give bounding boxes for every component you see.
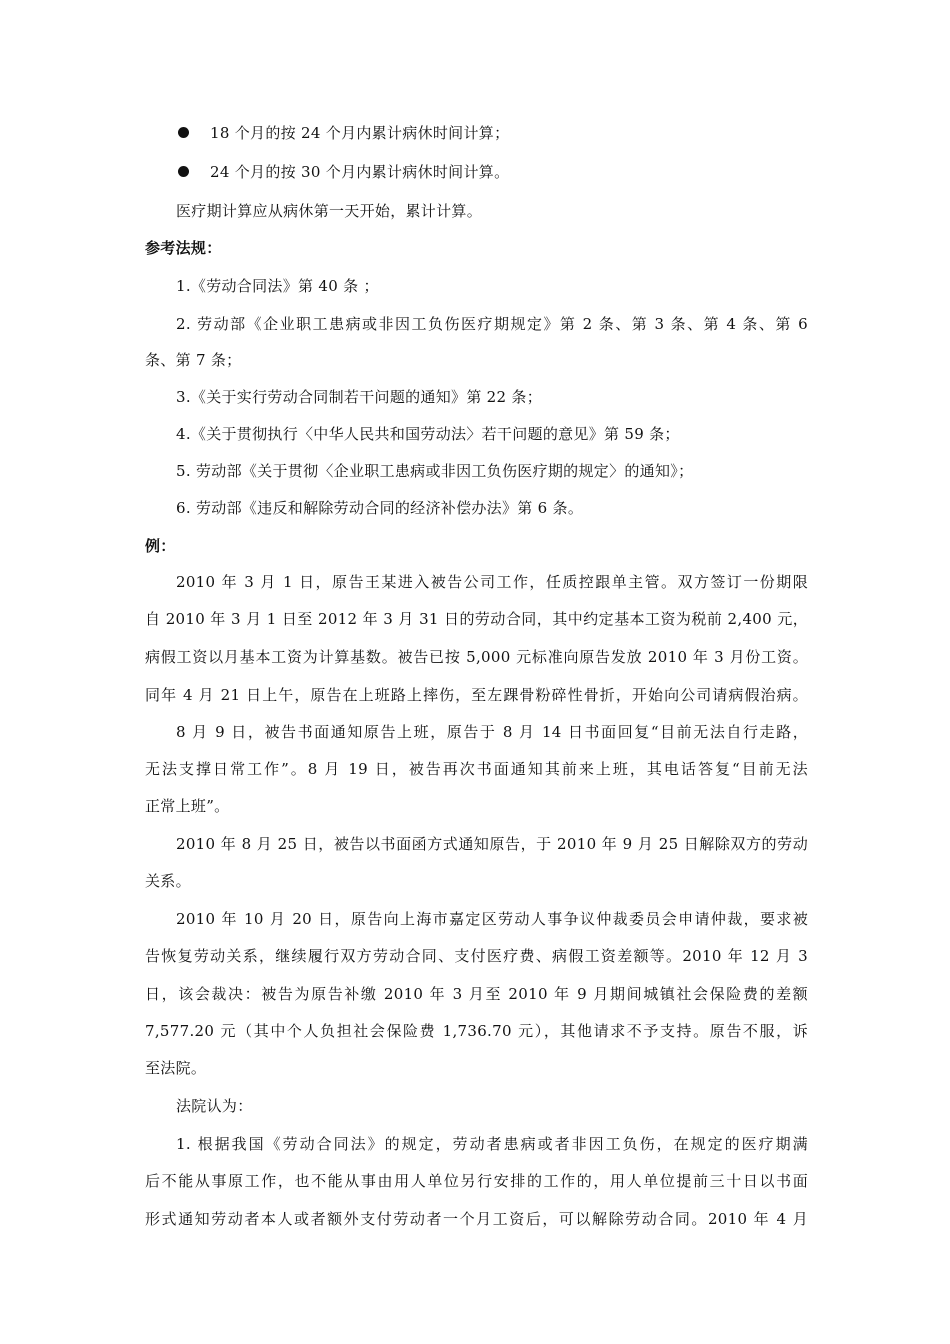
case-paragraph-1-line-1: 2010 年 3 月 1 日，原告王某进入被告公司工作，任质控跟单主管。双方签订一份期限 bbox=[176, 573, 808, 591]
case-paragraph-1-line-2: 自 2010 年 3 月 1 日至 2012 年 3 月 31 日的劳动合同，其中约定基本工资为税前 2,400 元， bbox=[145, 610, 808, 628]
note-text: 医疗期计算应从病休第一天开始，累计计算。 bbox=[176, 202, 483, 220]
references-heading: 参考法规： bbox=[145, 239, 222, 257]
reference-2-line-2: 条、第 7 条； bbox=[145, 351, 242, 369]
case-paragraph-3-line-2: 关系。 bbox=[145, 872, 191, 890]
reference-2-line-1: 2. 劳动部《企业职工患病或非因工负伤医疗期规定》第 2 条、第 3 条、第 4 条、第 6 bbox=[176, 315, 808, 333]
case-paragraph-4-line-2: 告恢复劳动关系，继续履行双方劳动合同、支付医疗费、病假工资差额等。2010 年 12 月 3 bbox=[145, 947, 808, 965]
reference-1: 1.《劳动合同法》第 40 条 ； bbox=[176, 277, 379, 295]
bullet-item-1: 18 个月的按 24 个月内累计病休时间计算； bbox=[210, 124, 510, 142]
case-paragraph-1-line-3: 病假工资以月基本工资为计算基数。被告已按 5,000 元标准向原告发放 2010 年 3 月份工资。 bbox=[145, 648, 808, 666]
case-paragraph-1-line-4: 同年 4 月 21 日上午，原告在上班路上摔伤，至左踝骨粉碎性骨折，开始向公司请病假治病。 bbox=[145, 686, 808, 704]
court-opinion-heading: 法院认为： bbox=[176, 1097, 253, 1115]
case-paragraph-2-line-2: 无法支撑日常工作”。8 月 19 日，被告再次书面通知其前来上班，其电话答复“目前无法 bbox=[145, 760, 808, 778]
court-opinion-line-1: 1. 根据我国《劳动合同法》的规定，劳动者患病或者非因工负伤，在规定的医疗期满 bbox=[176, 1135, 808, 1153]
case-paragraph-4-line-3: 日，该会裁决：被告为原告补缴 2010 年 3 月至 2010 年 9 月期间城镇社会保险费的差额 bbox=[145, 985, 808, 1003]
case-paragraph-3-line-1: 2010 年 8 月 25 日，被告以书面函方式通知原告，于 2010 年 9 月 25 日解除双方的劳动 bbox=[176, 835, 808, 853]
court-opinion-line-3: 形式通知劳动者本人或者额外支付劳动者一个月工资后，可以解除劳动合同。2010 年 4 月 bbox=[145, 1210, 808, 1228]
bullet-item-2: 24 个月的按 30 个月内累计病休时间计算。 bbox=[210, 163, 510, 181]
reference-3: 3.《关于实行劳动合同制若干问题的通知》第 22 条； bbox=[176, 388, 543, 406]
bullet-dot-icon bbox=[178, 127, 189, 138]
court-opinion-line-2: 后不能从事原工作，也不能从事由用人单位另行安排的工作的，用人单位提前三十日以书面 bbox=[145, 1172, 808, 1190]
bullet-dot-icon bbox=[178, 166, 189, 177]
reference-5: 5. 劳动部《关于贯彻〈企业职工患病或非因工负伤医疗期的规定〉的通知》； bbox=[176, 462, 694, 480]
reference-4: 4.《关于贯彻执行〈中华人民共和国劳动法〉若干问题的意见》第 59 条； bbox=[176, 425, 680, 443]
case-paragraph-4-line-4: 7,577.20 元（其中个人负担社会保险费 1,736.70 元），其他请求不予支持。原告不服，诉 bbox=[145, 1022, 808, 1040]
case-paragraph-2-line-3: 正常上班”。 bbox=[145, 797, 230, 815]
example-heading: 例： bbox=[145, 537, 176, 555]
case-paragraph-2-line-1: 8 月 9 日，被告书面通知原告上班，原告于 8 月 14 日书面回复“目前无法自行走路， bbox=[176, 723, 808, 741]
reference-6: 6. 劳动部《违反和解除劳动合同的经济补偿办法》第 6 条。 bbox=[176, 499, 584, 517]
case-paragraph-4-line-5: 至法院。 bbox=[145, 1059, 207, 1077]
case-paragraph-4-line-1: 2010 年 10 月 20 日，原告向上海市嘉定区劳动人事争议仲裁委员会申请仲裁，要求被 bbox=[176, 910, 808, 928]
